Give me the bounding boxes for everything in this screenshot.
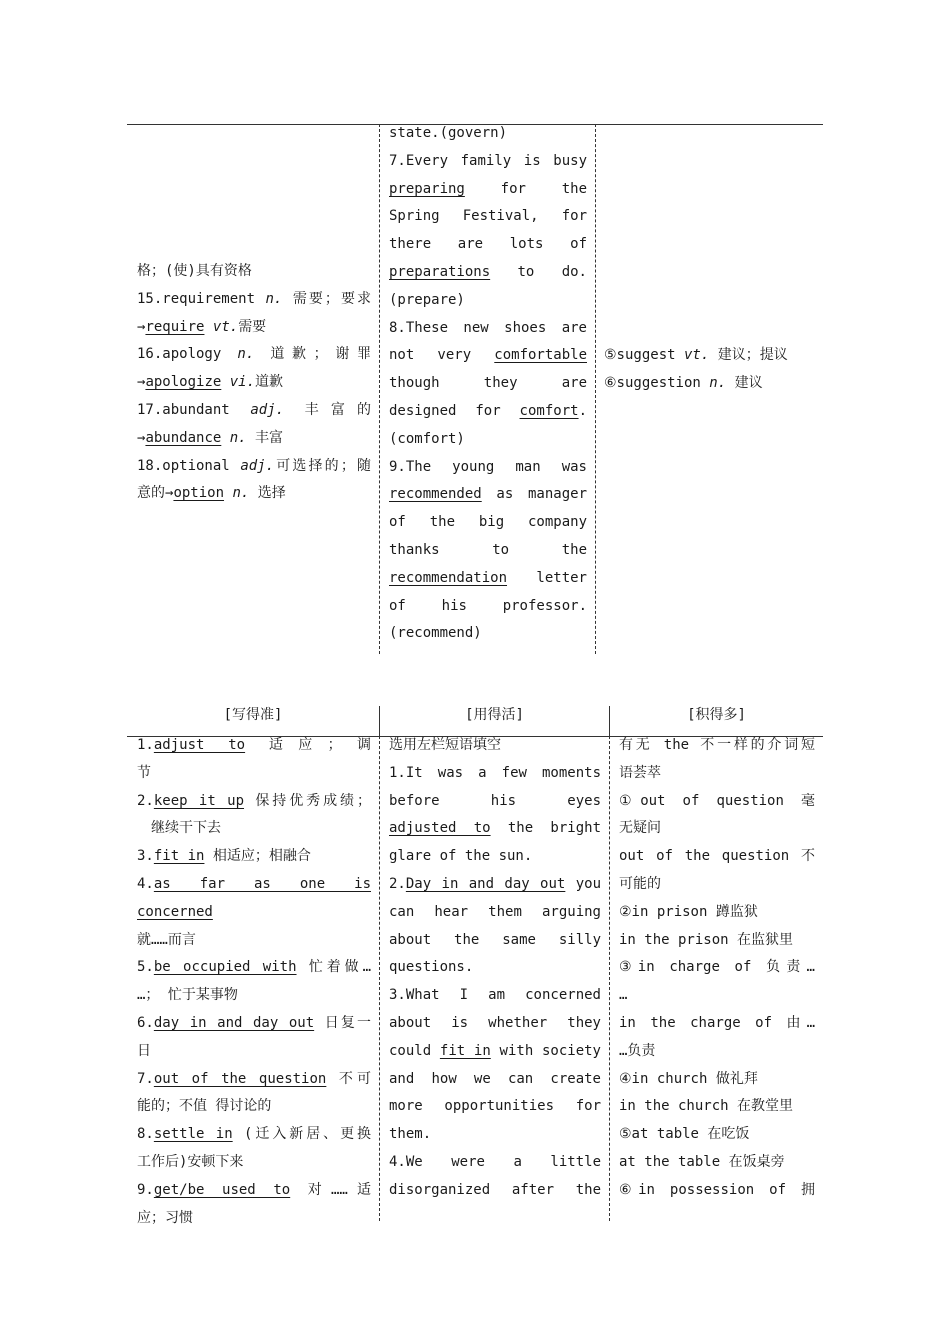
text-line: ③in charge of 负责… [619, 959, 815, 976]
text-line: 1.It was a few moments [389, 764, 601, 781]
text-line: 节 [137, 764, 151, 781]
text-line: 7.Every family is busy [389, 152, 587, 169]
text-line: 8.These new shoes are [389, 319, 587, 336]
header-use: [用得活] [465, 707, 524, 723]
text-line: ⑤suggest vt. 建议；提议 [604, 347, 788, 363]
text-line: designed for comfort. [389, 402, 587, 419]
header-write: [写得准] [223, 707, 283, 723]
text-line: more opportunities for [389, 1098, 601, 1115]
text-line: 16.apology n. 道歉；谢罪 [137, 346, 371, 363]
text-line: 7.out of the question 不可 [137, 1070, 371, 1087]
text-line: state.(govern) [389, 125, 508, 141]
text-line: before his eyes [389, 792, 601, 809]
text-line: 能的；不值 得讨论的 [137, 1098, 272, 1115]
header-accumulate: [积得多] [687, 707, 746, 723]
text-line: in the prison 在监狱里 [619, 931, 794, 948]
text-line: can hear them arguing [389, 903, 601, 920]
text-line: of his professor. [389, 597, 587, 614]
table2-col2 [389, 732, 601, 1205]
text-line: …； 忙于某事物 [137, 987, 238, 1004]
table1-col1 [137, 258, 371, 508]
text-line: 6.day in and day out 日复一 [137, 1014, 371, 1031]
text-line: not very comfortable [389, 347, 587, 364]
text-line: disorganized after the [389, 1181, 601, 1198]
text-line: glare of the sun. [389, 848, 533, 865]
text-line: 工作后)安顿下来 [137, 1153, 244, 1170]
text-line: 可能的 [619, 875, 661, 892]
text-line: ④in church 做礼拜 [619, 1070, 758, 1087]
text-line: →abundance n. 丰富 [137, 429, 284, 446]
text-line: (recommend) [389, 625, 482, 642]
table1-col2 [389, 120, 587, 648]
text-line: questions. [389, 959, 474, 976]
text-line: 格；(使)具有资格 [137, 263, 252, 279]
text-line: 18.optional adj.可选择的；随 [137, 457, 371, 474]
text-line: →apologize vi.道歉 [137, 374, 284, 391]
text-line: 5.be occupied with 忙着做… [137, 959, 372, 976]
text-line: 应；习惯 [137, 1209, 193, 1226]
text-line: could fit in with society [389, 1042, 601, 1059]
text-line: thanks to the [389, 541, 587, 558]
table2-divider-1 [379, 736, 380, 1221]
text-line: 4.We were a little [389, 1153, 601, 1170]
text-line: 日 [137, 1042, 151, 1059]
table2-divider-2 [609, 736, 610, 1221]
text-line: 15.requirement n. 需要；要求 [137, 290, 371, 307]
text-line: ⑥suggestion n. 建议 [604, 374, 763, 391]
header-divider-1 [379, 706, 380, 736]
text-line: preparing for the [389, 180, 587, 197]
text-line: 选用左栏短语填空 [389, 737, 501, 753]
text-line: 有无 the 不一样的介词短 [619, 737, 815, 753]
text-line: about is whether they [389, 1014, 601, 1031]
text-line: 8.settle in (迁入新居、更换 [137, 1126, 371, 1143]
text-line: Spring Festival, for [389, 208, 587, 225]
text-line: 9.get/be used to 对……适 [137, 1181, 371, 1198]
header-divider-2 [609, 706, 610, 736]
text-line: →require vt.需要 [137, 318, 267, 335]
text-line: 4.as far as one is concerned [137, 875, 371, 920]
text-line: about the same silly [389, 931, 601, 948]
table1-col3 [604, 342, 816, 398]
text-line: ⑤at table 在吃饭 [619, 1126, 750, 1143]
text-line: out of the question 不 [619, 848, 815, 865]
text-line: of the big company [389, 514, 587, 531]
text-line: … [619, 987, 628, 1004]
text-line: 3.What I am concerned [389, 987, 601, 1004]
text-line: preparations to do. [389, 263, 587, 280]
table1-divider-2 [595, 124, 596, 654]
text-line: 意的→option n. 选择 [137, 485, 286, 502]
text-line: adjusted to the bright [389, 820, 602, 837]
text-line: there are lots of [389, 236, 587, 253]
text-line: (prepare) [389, 291, 465, 308]
text-line: 1.adjust to 适应；调 [137, 737, 371, 753]
text-line: 9.The young man was [389, 458, 587, 475]
table2-col1 [137, 732, 371, 1232]
table2-col3 [619, 732, 815, 1205]
text-line: …负责 [619, 1042, 656, 1059]
text-line: though they are [389, 375, 587, 392]
text-line: 就……而言 [137, 931, 196, 948]
text-line: 语荟萃 [619, 764, 661, 781]
text-line: ⑥in possession of 拥 [619, 1181, 815, 1198]
table1-divider-1 [379, 124, 380, 654]
text-line: 3.fit in 相适应；相融合 [137, 848, 311, 865]
text-line: 2.keep it up 保持优秀成绩； [137, 792, 371, 809]
text-line: them. [389, 1126, 432, 1143]
text-line: in the charge of 由… [619, 1014, 815, 1031]
text-line: 无疑问 [619, 820, 661, 837]
text-line: in the church 在教堂里 [619, 1098, 794, 1115]
text-line: and how we can create [389, 1070, 601, 1087]
text-line: 2.Day in and day out you [389, 875, 601, 892]
text-line: recommendation letter [389, 569, 587, 586]
text-line: ①out of question 毫 [619, 792, 815, 809]
text-line: 继续干下去 [151, 820, 221, 837]
text-line: at the table 在饭桌旁 [619, 1153, 785, 1170]
text-line: recommended as manager [389, 486, 587, 503]
text-line: (comfort) [389, 430, 465, 447]
text-line: 17.abundant adj. 丰富的 [137, 401, 371, 418]
text-line: ②in prison 蹲监狱 [619, 903, 758, 920]
